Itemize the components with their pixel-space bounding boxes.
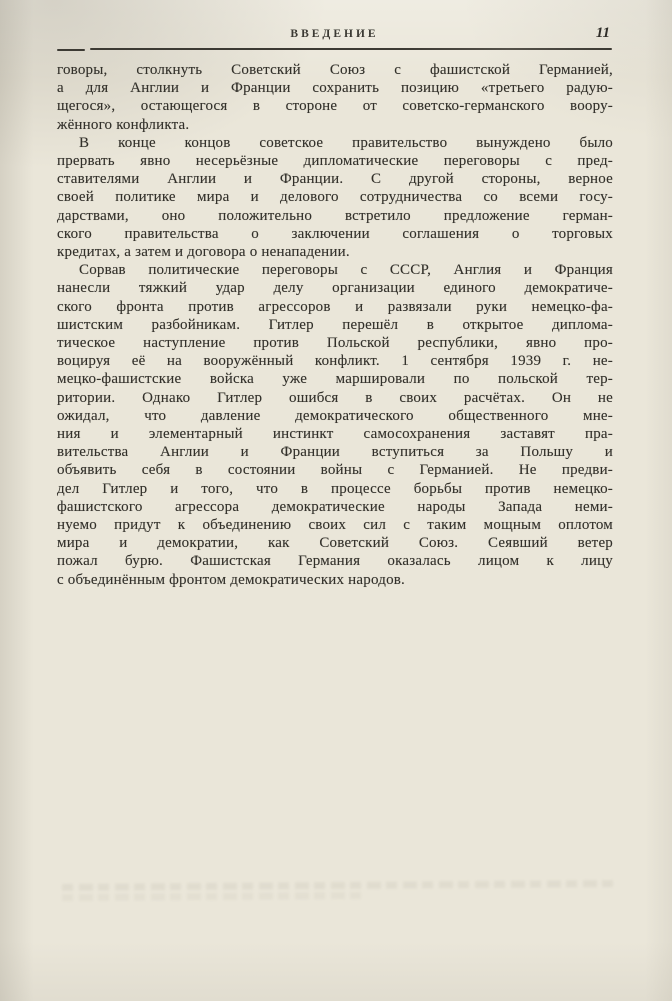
running-head	[57, 25, 612, 45]
text-line: дарствами, оно положительно встретило предложение герман-	[57, 207, 613, 224]
header-rule-dash	[57, 49, 85, 51]
text-line: ния и элементарный инстинкт самосохранения заставят пра-	[57, 426, 613, 443]
text-line: говоры, столкнуть Советский Союз с фашистской Германией,	[57, 62, 613, 78]
text-line: щегося», остающегося в стороне от советско-германского воору-	[57, 98, 613, 115]
text-line: прервать явно несерьёзные дипломатические переговоры с пред-	[57, 153, 613, 170]
text-line: нанесли тяжкий удар делу организации единого демократиче-	[57, 280, 613, 297]
text-line: ожидал, что давление демократического общественного мне-	[57, 407, 613, 424]
text-line: мецко-фашистские войска уже маршировали по польской тер-	[57, 371, 613, 388]
text-line: ставителями Англии и Франции. С другой стороны, верное	[57, 171, 613, 188]
bleed-through-marks	[62, 880, 614, 891]
header-rule-line	[90, 48, 612, 50]
body-text	[57, 61, 613, 589]
text-line: а для Англии и Франции сохранить позицию «третьего радую-	[57, 80, 613, 97]
text-line: кредитах, а затем и договора о ненападении.	[57, 244, 350, 261]
header-rule	[57, 48, 612, 51]
text-line: ского фронта против агрессоров и развязали руки немецко-фа-	[57, 298, 613, 315]
text-line: объявить себя в состоянии войны с Германией. Не предви-	[57, 462, 613, 479]
text-line: мира и демократии, как Советский Союз. Сеявший ветер	[57, 535, 613, 552]
text-line: ского правительства о заключении соглашения о торговых	[57, 225, 613, 242]
text-line: тическое наступление против Польской республики, явно про-	[57, 335, 613, 352]
paragraph	[57, 61, 613, 134]
text-line: нуемо придут к объединению своих сил с таким мощным оплотом	[57, 517, 613, 534]
paragraph	[57, 134, 613, 261]
text-line: вительства Англии и Франции вступиться за Польшу и	[57, 444, 613, 461]
bleed-through-marks	[62, 892, 362, 901]
text-line: дел Гитлер и того, что в процессе борьбы против немецко-	[57, 480, 613, 497]
text-line: жённого конфликта.	[57, 116, 190, 133]
text-line: Сорвав политические переговоры с СССР, Англия и Франция	[79, 262, 613, 279]
text-line: с объединённым фронтом демократических народов.	[57, 571, 405, 588]
paragraph	[57, 261, 613, 589]
page-number: 11	[595, 25, 610, 41]
text-line: В конце концов советское правительство вынуждено было	[79, 134, 613, 151]
text-line: своей политике мира и делового сотрудничества со всеми госу-	[57, 189, 613, 206]
text-line: воцируя её на вооружённый конфликт. 1 сентября 1939 г. не-	[57, 353, 613, 370]
text-line: ритории. Однако Гитлер ошибся в своих расчётах. Он не	[57, 389, 613, 406]
text-line: шистским разбойникам. Гитлер перешёл в открытое диплома-	[57, 316, 613, 333]
running-header-title: ВВЕДЕНИЕ	[290, 28, 379, 40]
text-line: фашистского агрессора демократические народы Запада неми-	[57, 498, 613, 515]
text-line: пожал бурю. Фашистская Германия оказалась лицом к лицу	[57, 553, 613, 570]
